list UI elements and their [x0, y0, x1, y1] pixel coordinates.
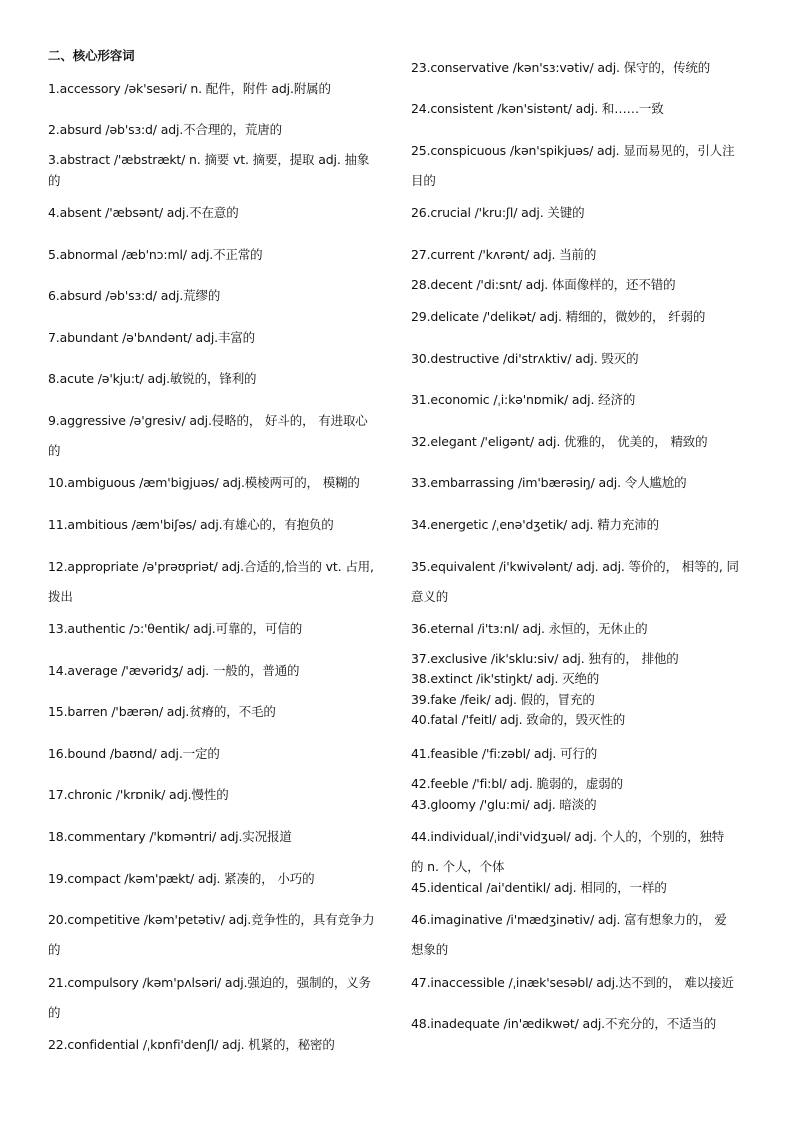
vocab-line: 46.imaginative /i'mædʒinətiv/ adj. 富有想象力的， 爱 — [411, 912, 727, 927]
vocab-line: 26.crucial /'kru:ʃl/ adj. 关键的 — [411, 205, 585, 220]
section-heading: 二、核心形容词 — [48, 48, 135, 63]
vocab-line: 14.average /'ævəridʒ/ adj. 一般的，普通的 — [48, 663, 300, 678]
vocab-line: 30.destructive /di'strʌktiv/ adj. 毁灭的 — [411, 351, 639, 366]
vocab-line: 22.confidential /ˌkɒnfi'denʃl/ adj. 机紧的，秘密的 — [48, 1037, 335, 1052]
vocab-line: 45.identical /ai'dentikl/ adj. 相同的，一样的 — [411, 880, 667, 895]
vocab-line: 11.ambitious /æm'biʃəs/ adj.有雄心的，有抱负的 — [48, 517, 334, 532]
vocab-line: 48.inadequate /in'ædikwət/ adj.不充分的，不适当的 — [411, 1016, 717, 1031]
vocab-line: 10.ambiguous /æm'bigjuəs/ adj.模棱两可的， 模糊的 — [48, 475, 360, 490]
vocab-line: 7.abundant /ə'bʌndənt/ adj.丰富的 — [48, 330, 256, 345]
vocab-line: 13.authentic /ɔ:'θentik/ adj.可靠的，可信的 — [48, 621, 303, 636]
vocab-line: 想象的 — [411, 942, 449, 957]
vocab-line: 47.inaccessible /ˌinæk'sesəbl/ adj.达不到的， 难以接近 — [411, 975, 734, 990]
vocab-line: 40.fatal /'feitl/ adj. 致命的，毁灭性的 — [411, 712, 626, 727]
vocab-line: 9.aggressive /ə'gresiv/ adj.侵略的， 好斗的， 有进取心 — [48, 413, 368, 428]
vocab-line: 的 n. 个人，个体 — [411, 859, 505, 874]
vocab-line: 24.consistent /kən'sistənt/ adj. 和……一致 — [411, 101, 664, 116]
vocab-line: 25.conspicuous /kən'spikjuəs/ adj. 显而易见的，引人注 — [411, 143, 735, 158]
vocab-line: 27.current /'kʌrənt/ adj. 当前的 — [411, 247, 597, 262]
vocab-line: 28.decent /'di:snt/ adj. 体面像样的，还不错的 — [411, 277, 676, 292]
vocab-line: 12.appropriate /ə'prəʊpriət/ adj.合适的,恰当的 vt. 占用, — [48, 559, 374, 574]
vocab-line: 20.competitive /kəm'petətiv/ adj.竞争性的，具有竞争力 — [48, 912, 375, 927]
vocab-line: 17.chronic /'krɒnik/ adj.慢性的 — [48, 787, 229, 802]
vocab-line: 18.commentary /'kɒməntri/ adj.实况报道 — [48, 829, 292, 844]
vocab-line: 2.absurd /əb'sɜ:d/ adj.不合理的，荒唐的 — [48, 122, 282, 137]
vocab-line: 6.absurd /əb'sɜ:d/ adj.荒缪的 — [48, 288, 221, 303]
vocab-line: 19.compact /kəm'pækt/ adj. 紧凑的， 小巧的 — [48, 871, 315, 886]
vocab-line: 36.eternal /i'tɜ:nl/ adj. 永恒的，无休止的 — [411, 621, 648, 636]
vocab-line: 拨出 — [48, 589, 73, 604]
vocab-line: 8.acute /ə'kju:t/ adj.敏锐的，锋利的 — [48, 371, 257, 386]
vocab-line: 4.absent /'æbsənt/ adj.不在意的 — [48, 205, 239, 220]
vocab-line: 的 — [48, 443, 61, 458]
vocab-line: 41.feasible /'fi:zəbl/ adj. 可行的 — [411, 746, 598, 761]
vocab-line: 42.feeble /'fi:bl/ adj. 脆弱的，虚弱的 — [411, 776, 623, 791]
vocab-line: 的 — [48, 942, 61, 957]
vocab-line: 的 — [48, 1005, 61, 1020]
vocab-line: 21.compulsory /kəm'pʌlsəri/ adj.强迫的，强制的，义务 — [48, 975, 371, 990]
vocab-line: 33.embarrassing /im'bærəsiŋ/ adj. 令人尴尬的 — [411, 475, 687, 490]
vocab-line: 37.exclusive /ik'sklu:siv/ adj. 独有的， 排他的 — [411, 651, 679, 666]
vocab-line: 43.gloomy /'glu:mi/ adj. 暗淡的 — [411, 797, 597, 812]
vocab-line: 1.accessory /ək'sesəri/ n. 配件，附件 adj.附属的 — [48, 81, 331, 96]
vocab-line: 29.delicate /'delikət/ adj. 精细的，微妙的， 纤弱的 — [411, 309, 706, 324]
vocab-line: 3.abstract /'æbstrækt/ n. 摘要 vt. 摘要，提取 adj. 抽象 — [48, 152, 370, 167]
vocab-line: 35.equivalent /i'kwivələnt/ adj. adj. 等价的， 相等的, 同 — [411, 559, 739, 574]
vocab-line: 意义的 — [411, 589, 449, 604]
vocab-line: 5.abnormal /æb'nɔ:ml/ adj.不正常的 — [48, 247, 263, 262]
vocab-line: 23.conservative /kən'sɜ:vətiv/ adj. 保守的，传统的 — [411, 60, 711, 75]
vocab-line: 44.individual/ˌindi'vidʒuəl/ adj. 个人的，个别的，独特 — [411, 829, 725, 844]
vocab-line: 的 — [48, 173, 61, 188]
vocab-line: 32.elegant /'eligənt/ adj. 优雅的， 优美的， 精致的 — [411, 434, 708, 449]
vocab-line: 15.barren /'bærən/ adj.贫瘠的，不毛的 — [48, 704, 276, 719]
vocab-line: 16.bound /baʊnd/ adj.一定的 — [48, 746, 220, 761]
vocab-line: 34.energetic /ˌenə'dʒetik/ adj. 精力充沛的 — [411, 517, 659, 532]
vocab-line: 39.fake /feik/ adj. 假的，冒充的 — [411, 692, 595, 707]
vocab-line: 31.economic /ˌi:kə'nɒmik/ adj. 经济的 — [411, 392, 636, 407]
vocab-line: 目的 — [411, 173, 436, 188]
vocab-line: 38.extinct /ik'stiŋkt/ adj. 灭绝的 — [411, 671, 600, 686]
